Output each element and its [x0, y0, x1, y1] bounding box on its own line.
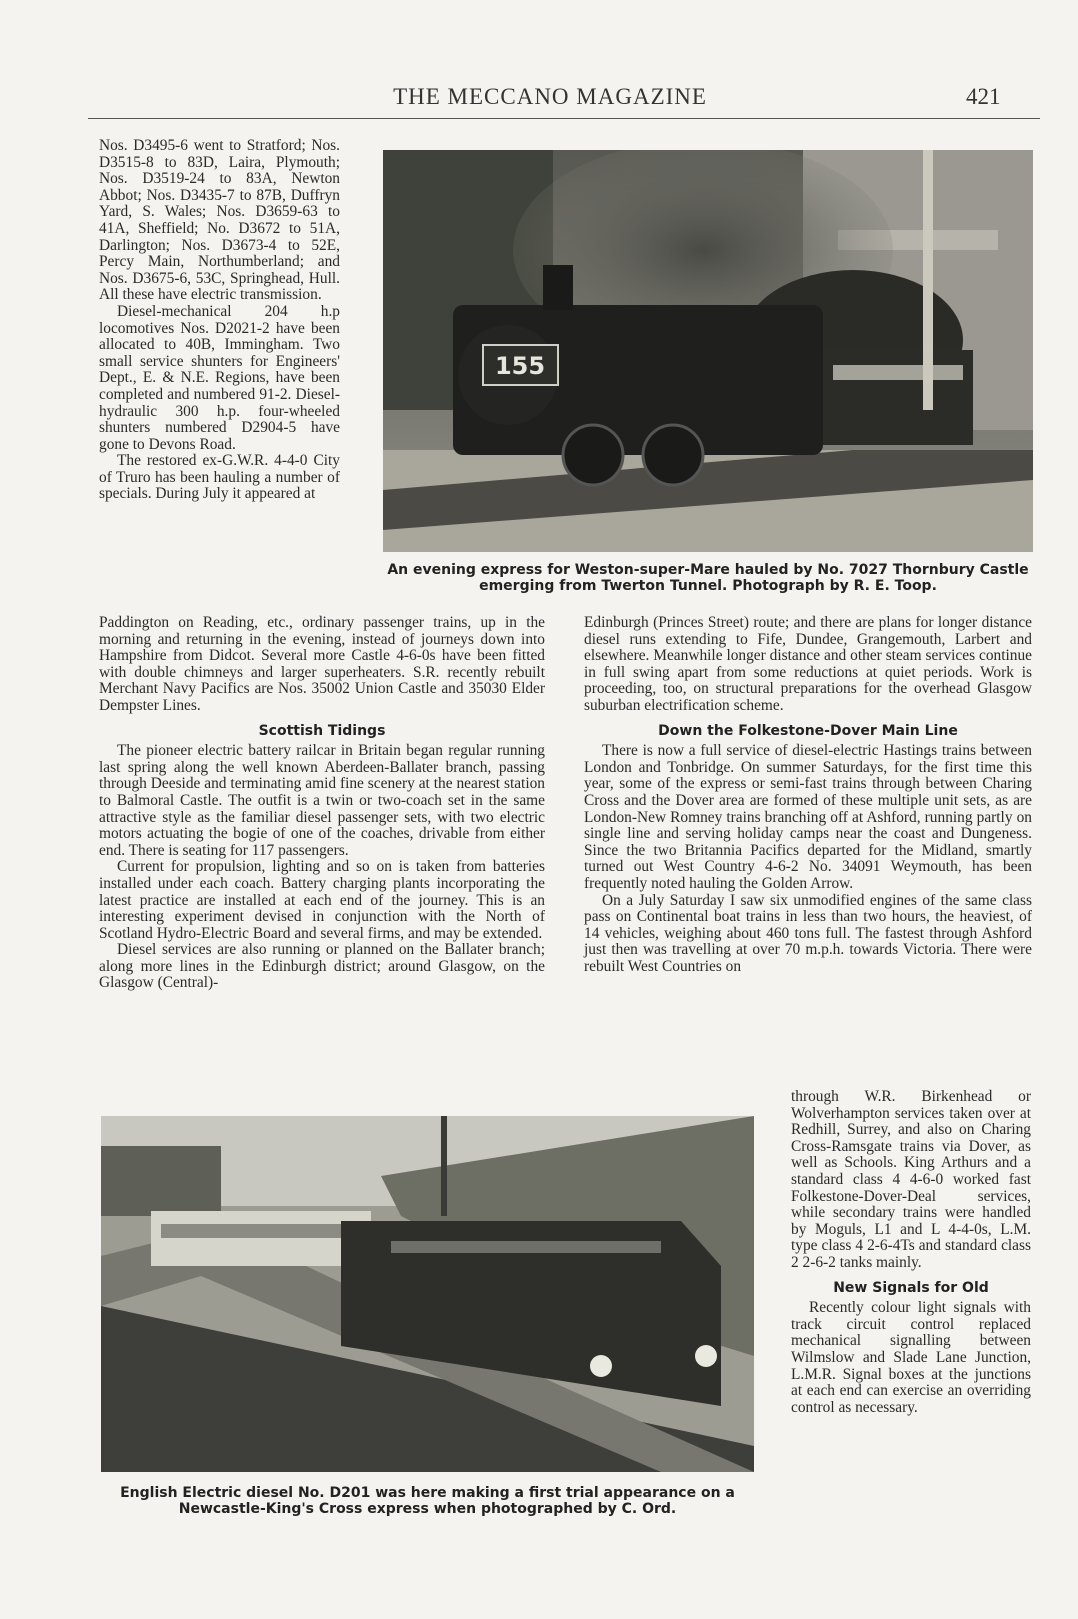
photo-caption-diesel: English Electric diesel No. D201 was here making a first trial appearance on a Newcastle-King's Cross express when photographed by C. Ord. — [120, 1485, 735, 1517]
page-number: 421 — [966, 84, 1001, 109]
hastings-paragraph: There is now a full service of diesel-electric Hastings trains between London and Tonbridge. On summer Saturdays, for the first time this year, some of the express or semi-fast trains through between Charing Cross and the Dover area are formed of these multiple unit sets, as are London-New Romney trains branching off at Ashford, running partly on single line and serving holiday camps near the coast and Dungeness. Since the two Britannia Pacifics departed for the Midland, smartly turned out West Country 4-6-2 No. 34091 Weymouth, has been frequently noted hauling the Golden Arrow. — [584, 742, 1032, 892]
left-narrow-column — [99, 138, 340, 503]
left-column — [99, 615, 545, 992]
signals-paragraph: Recently colour light signals with track circuit control replaced mechanical signalling between Wilmslow and Slade Lane Junction, L.M.R. Signal boxes at the junctions at each end can exercise an overriding control as necessary. — [791, 1299, 1031, 1416]
right-narrow-column — [791, 1089, 1031, 1416]
edinburgh-paragraph: Edinburgh (Princes Street) route; and there are plans for longer distance diesel runs extending to Fife, Dundee, Grangemouth, Larbert and elsewhere. Meanwhile longer distance and other steam services continue in full swing apart from some reductions at quiet periods. Work is proceeding, too, on structural preparations for the overhead Glasgow suburban electrification scheme. — [584, 614, 1032, 714]
july-saturday-paragraph: On a July Saturday I saw six unmodified engines of the same class pass on Continental boat trains in less than two hours, the heaviest, of 14 vehicles, weighing about 460 tons full. The fastest through Ashford just then was travelling at over 70 m.p.h. towards Victoria. There were rebuilt West Countries on — [584, 891, 1032, 975]
castle-locomotive-illustration — [383, 150, 1033, 552]
photo-caption-castle: An evening express for Weston-super-Mare hauled by No. 7027 Thornbury Castle emerging from Twerton Tunnel. Photograph by R. E. Toop. — [387, 562, 1029, 594]
propulsion-paragraph: Current for propulsion, lighting and so on is taken from batteries installed under each coach. Battery charging plants incorporating the latest practice are installed at each end of the journey. This is an interesting experiment devised in conjunction with the North of Scotland Hydro-Electric Board and several firms, and may be extended. — [99, 858, 545, 942]
header-rule — [88, 118, 1040, 119]
diesel-services-paragraph: Diesel services are also running or planned on the Ballater branch; along more lines in the Edinburgh district; around Glasgow, on the Glasgow (Central)- — [99, 941, 545, 992]
shunters-paragraph: Diesel-mechanical 204 h.p locomotives Nos. D2021-2 have been allocated to 40B, Immingham. Two small service shunters for Engineers' Dept., E. & N.E. Regions, have been completed and numbered 91-2. Diesel-hydraulic 300 h.p. four-wheeled shunters numbered D2904-5 have gone to Devons Road. — [99, 302, 340, 453]
paddington-paragraph: Paddington on Reading, etc., ordinary passenger trains, up in the morning and returning in the evening, instead of journeys down into Hampshire from Didcot. Several more Castle 4-6-0s have been fitted with double chimneys and larger superheaters. S.R. recently rebuilt Merchant Navy Pacifics are Nos. 35002 Union Castle and 35030 Elder Dempster Lines. — [99, 614, 545, 714]
photo-castle-locomotive — [383, 150, 1033, 552]
smokebox-number: 155 — [494, 352, 546, 380]
heading-scottish-tidings: Scottish Tidings — [258, 722, 386, 739]
page-title: THE MECCANO MAGAZINE — [393, 84, 707, 109]
photo-english-electric-diesel — [101, 1116, 754, 1472]
railcar-paragraph: The pioneer electric battery railcar in Britain began regular running last spring along the well known Aberdeen-Ballater branch, passing through Deeside and terminating amid fine scenery at the nearest station to Balmoral Castle. The outfit is a twin or two-coach set in the same attractive style as the familiar diesel passenger sets, with two electric motors actuating the bogie of one of the coaches, drivable from either end. There is seating for 117 passengers. — [99, 742, 545, 859]
heading-new-signals: New Signals for Old — [833, 1279, 989, 1296]
right-column — [584, 615, 1032, 975]
rebuilt-west-countries-paragraph: through W.R. Birkenhead or Wolverhampton services taken over at Redhill, Surrey, and also on Charing Cross-Ramsgate trains via Dover, as well as Schools. King Arthurs and a standard class 4 4-6-0 worked fast Folkestone-Dover-Deal services, while secondary trains were handled by Moguls, L1 and L 4-4-0s, L.M. type class 4 2-6-4Ts and standard class 2 2-6-2 tanks mainly. — [791, 1088, 1031, 1271]
city-of-truro-paragraph: The restored ex-G.W.R. 4-4-0 City of Truro has been hauling a number of specials. During July it appeared at — [99, 452, 340, 503]
diesel-locomotive-illustration — [101, 1116, 754, 1472]
allocation-paragraph: Nos. D3495-6 went to Stratford; Nos. D3515-8 to 83D, Laira, Plymouth; Nos. D3519-24 to 83A, Newton Abbot; Nos. D3435-7 to 87B, Duffryn Yard, S. Wales; Nos. D3659-63 to 41A, Sheffield; No. D3672 to 51A, Darlington; Nos. D3673-4 to 52E, Percy Main, Northumberland; and Nos. D3675-6, 53C, Springhead, Hull. All these have electric transmission. — [99, 137, 340, 304]
heading-folkestone-dover: Down the Folkestone-Dover Main Line — [658, 722, 958, 739]
